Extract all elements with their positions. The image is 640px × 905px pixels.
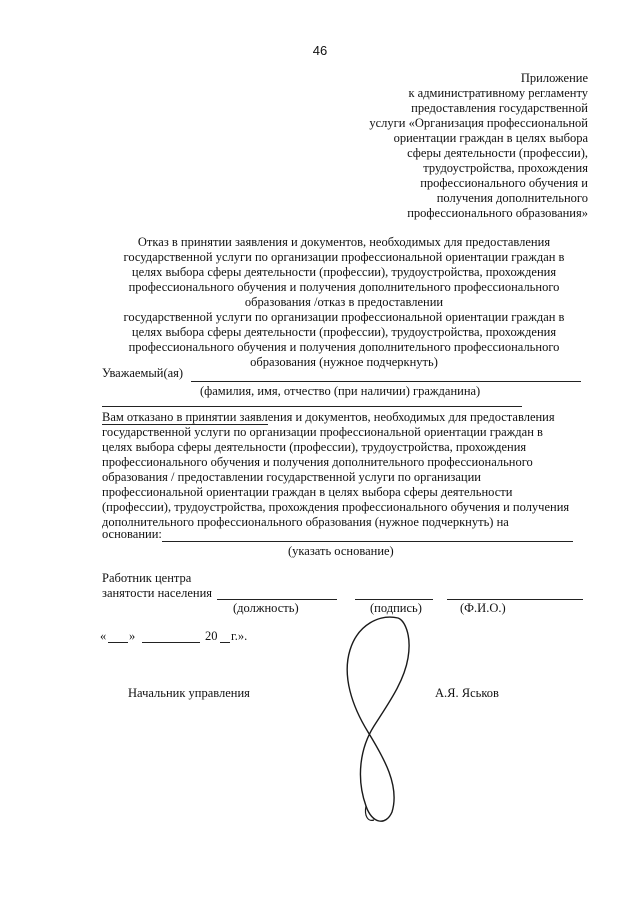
appendix-line: предоставления государственной — [411, 101, 588, 115]
title-line: Отказ в принятии заявления и документов, необходимых для предоставления — [137, 235, 551, 249]
date-open-quote: « — [100, 629, 107, 643]
position-line[interactable] — [217, 599, 337, 600]
appendix-header — [328, 71, 588, 221]
title-line: государственной услуги по организации профессиональной ориентации граждан в — [123, 310, 565, 324]
appendix-line: к административному регламенту — [408, 86, 588, 100]
date-close-quote: » — [129, 629, 136, 643]
title-line: профессионального обучения и получения дополнительного профессионального — [128, 280, 560, 294]
body-underline-refusal — [102, 424, 268, 425]
appendix-line: ориентации граждан в целях выбора — [393, 131, 588, 145]
date-year-suffix: г.». — [231, 629, 248, 643]
title-line: образования /отказ в предоставлении — [244, 295, 444, 309]
signature-caption: (подпись) — [370, 601, 422, 615]
date-year-line[interactable] — [220, 642, 230, 643]
body-line: образования / предоставлении государственной услуги по организации — [102, 470, 481, 484]
body-line: профессионального обучения и получения дополнительного профессионального — [102, 455, 533, 469]
fio-line[interactable] — [447, 599, 583, 600]
head-name: А.Я. Яськов — [435, 686, 499, 700]
title-line: целях выбора сферы деятельности (профессии), трудоустройства, прохождения — [131, 325, 557, 339]
title-line: государственной услуги по организации профессиональной ориентации граждан в — [123, 250, 565, 264]
worker-label-1: Работник центра — [102, 571, 192, 585]
document-title — [102, 235, 586, 370]
recipient-name-line-2[interactable] — [102, 406, 522, 407]
refusal-body — [102, 410, 586, 530]
basis-line[interactable] — [162, 541, 573, 542]
appendix-line: трудоустройства, прохождения — [423, 161, 588, 175]
basis-label: основании: — [102, 527, 162, 541]
worker-label-2: занятости населения — [102, 586, 213, 600]
signature-line[interactable] — [355, 599, 433, 600]
title-line: целях выбора сферы деятельности (профессии), трудоустройства, прохождения — [131, 265, 557, 279]
date-month-line[interactable] — [142, 642, 200, 643]
body-line: целях выбора сферы деятельности (профессии), трудоустройства, прохождения — [102, 440, 527, 454]
body-line: (профессии), трудоустройства, прохождения профессионального обучения и получения — [102, 500, 570, 514]
appendix-line: профессионального обучения и — [420, 176, 588, 190]
body-line: Вам отказано в принятии заявления и документов, необходимых для предоставления — [102, 410, 555, 424]
recipient-caption: (фамилия, имя, отчество (при наличии) гражданина) — [200, 384, 481, 398]
date-day-line[interactable] — [108, 642, 128, 643]
name-caption: (Ф.И.О.) — [460, 601, 506, 615]
greeting-label: Уважаемый(ая) — [102, 366, 184, 380]
head-title: Начальник управления — [128, 686, 250, 700]
date-year-prefix: 20 — [205, 629, 218, 643]
body-line: государственной услуги по организации профессиональной ориентации граждан в — [102, 425, 543, 439]
appendix-line: услуги «Организация профессиональной — [369, 116, 588, 130]
body-line: профессиональной ориентации граждан в целях выбора сферы деятельности — [102, 485, 513, 499]
appendix-line: Приложение — [520, 71, 588, 85]
appendix-line: профессионального образования» — [407, 206, 588, 220]
appendix-line: получения дополнительного — [436, 191, 588, 205]
basis-caption: (указать основание) — [288, 544, 394, 558]
recipient-name-line[interactable] — [191, 381, 581, 382]
appendix-line: сферы деятельности (профессии), — [407, 146, 588, 160]
title-line: профессионального обучения и получения дополнительного профессионального — [128, 340, 560, 354]
handwritten-signature — [280, 610, 480, 830]
title-line: образования (нужное подчеркнуть) — [250, 355, 438, 369]
body-line: дополнительного профессионального образования (нужное подчеркнуть) на — [102, 515, 509, 529]
page-number: 46 — [312, 43, 328, 58]
position-caption: (должность) — [233, 601, 299, 615]
